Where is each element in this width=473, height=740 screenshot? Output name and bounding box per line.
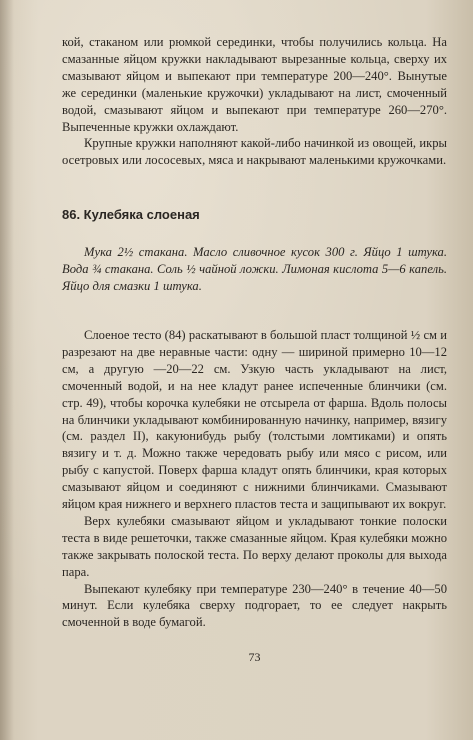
page-number: 73 xyxy=(248,650,261,664)
recipe-title: 86. Кулебяка слоеная xyxy=(62,207,200,223)
method-paragraph: Верх кулебяки смазывают яйцом и укладывают тонкие полоски теста в виде решеточки, также смазанные яйцом. Края кулебяки можно также закрывать полоской теста. По верху делают проколы для выхода пара. xyxy=(62,513,447,579)
method-paragraph: Слоеное тесто (84) раскатывают в большой пласт толщиной ½ см и разрезают на две неравные части: одну — шириной примерно 10—12 см, а другую —20—22 см. Узкую часть укладывают на лист, смоченный водой, и на нее кладут ранее испеченные блинчики (см. стр. 49), чтобы корочка кулебяки не отсырела от фарша. Вдоль полосы на блинчики укладывают комбинированную начинку, например, вязигу (см. раздел II), какуюнибудь рыбу (толстыми ломтиками) и опять вязигу и т. д. Можно также чередовать рыбу или мясо с рисом, или рыбу с капустой. Поверх фарша кладут опять блинчики, края которых смазывают яйцом и соединяют с нижними блинчиками. Смазывают яйцом края нижнего и верхнего пластов теста и защипывают их вокруг. xyxy=(62,327,447,512)
method-paragraph: Выпекают кулебяку при температуре 230—240° в течение 40—50 минут. Если кулебяка сверху подгорает, то ее следует накрыть смоченной в воде бумагой. xyxy=(62,581,447,630)
recipe-method xyxy=(62,327,447,631)
intro-text xyxy=(62,34,447,169)
spine-shadow xyxy=(0,0,14,740)
intro-paragraph: Крупные кружки наполняют какой-либо начинкой из овощей, икры осетровых или лососевых, мяса и накрывают маленькими кружочками. xyxy=(62,136,447,168)
intro-paragraph: кой, стаканом или рюмкой серединки, чтобы получились кольца. На смазанные яйцом кружки накладывают вырезанные кольца, сверху их смазывают яйцом и выпекают при температуре 200—240°. Вынутые же серединки (маленькие кружочки) укладывают на лист, смоченный водой, смазывают яйцом и выпекают при температуре 260—270°. Выпеченные кружки охлаждают. xyxy=(62,35,447,134)
recipe-ingredients: Мука 2½ стакана. Масло сливочное кусок 300 г. Яйцо 1 штука. Вода ¾ стакана. Соль ½ чайной ложки. Лимоная кислота 5—6 капель. Яйцо для смазки 1 штука. xyxy=(62,245,447,294)
